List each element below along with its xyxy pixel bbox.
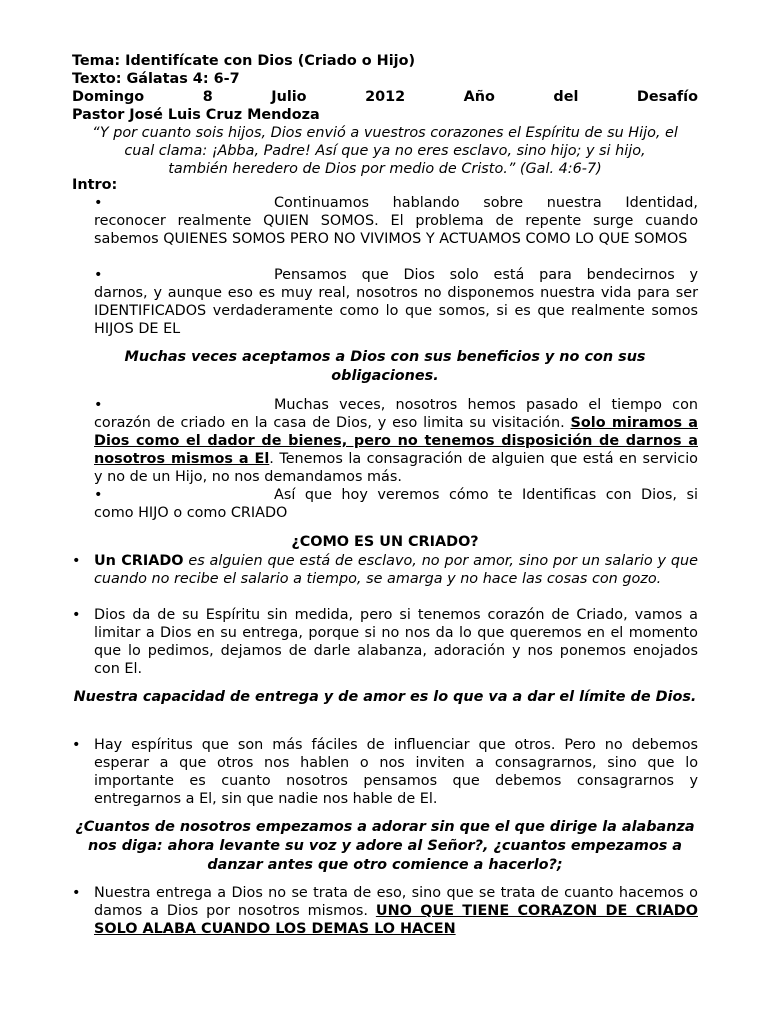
bullet-icon: • xyxy=(94,195,103,211)
intro-paragraph: • Continuamos hablando sobre nuestra Identidad, reconocer realmente QUIEN SOMOS. El problema de repente surge cuando sabemos QUIENES SOMOS PERO NO VIVIMOS Y ACTUAMOS COMO LO QUE SOMOS xyxy=(94,195,698,247)
bible-verse-quote xyxy=(72,124,698,178)
intro-heading: Intro: xyxy=(72,177,118,193)
date-word: Año xyxy=(463,89,495,105)
bullet-icon: • xyxy=(94,397,103,413)
date-word: 8 xyxy=(202,89,213,105)
date-word: 2012 xyxy=(365,89,406,105)
list-item: • Dios da de su Espíritu sin medida, pero si tenemos corazón de Criado, vamos a limitar a Dios en su entrega, porque si no nos da lo que queremos en el momento que lo pedimos, dejamos de darle alabanza, adoración y nos ponemos enojados con El. xyxy=(94,606,698,678)
section-title: ¿COMO ES UN CRIADO? xyxy=(291,534,479,550)
list-item: • Hay espíritus que son más fáciles de influenciar que otros. Pero no debemos esperar a que otros nos hablen o nos inviten a consagrarnos, sino que lo importante es cuanto nosotros pensamos que debemos consagrarnos y entregarnos a El, sin que nadie nos hable de El. xyxy=(94,736,698,808)
verse-line: “Y por cuanto sois hijos, Dios envió a vuestros corazones el Espíritu de su Hijo, el xyxy=(92,125,678,141)
bullet-icon: • xyxy=(94,487,103,503)
list-item: • Un CRIADO es alguien que está de esclavo, no por amor, sino por un salario y que cuando no recibe el salario a tiempo, se amarga y no hace las cosas con gozo. xyxy=(94,552,698,588)
sermon-topic: Tema: Identifícate con Dios (Criado o Hijo) xyxy=(72,53,416,69)
bullet-icon: • xyxy=(94,267,103,283)
date-word: Desafío xyxy=(636,89,698,105)
emphasis-question: ¿Cuantos de nosotros empezamos a adorar sin que el que dirige la alabanza nos diga: ahora levante su voz y adore al Señor?, ¿cuantos empezamos a danzar antes que otro comience a hacerlo?; xyxy=(75,819,695,873)
list-item: • Nuestra entrega a Dios no se trata de eso, sino que se trata de cuanto hacemos o damos a Dios por nosotros mismos. UNO QUE TIENE CORAZON DE CRIADO SOLO ALABA CUANDO LOS DEMAS LO HACEN xyxy=(94,884,698,938)
intro-paragraph: • Así que hoy veremos cómo te Identificas con Dios, si como HIJO o como CRIADO xyxy=(94,487,698,521)
underlined-statement: UNO QUE TIENE CORAZON DE CRIADO SOLO ALABA CUANDO LOS DEMAS LO HACEN xyxy=(94,903,698,937)
sermon-text-reference: Texto: Gálatas 4: 6-7 xyxy=(72,71,240,87)
intro-paragraph: • Muchas veces, nosotros hemos pasado el tiempo con corazón de criado en la casa de Dios, y eso limita su visitación. Solo miramos a Dios como el dador de bienes, pero no tenemos disposición de darnos a nosotros mismos a El. Tenemos la consagración de alguien que está en servicio y no de un Hijo, no nos demandamos más. xyxy=(94,397,698,485)
date-word: Julio xyxy=(271,89,307,105)
date-word: del xyxy=(553,89,579,105)
date-word: Domingo xyxy=(72,89,145,105)
emphasis-statement: Nuestra capacidad de entrega y de amor es lo que va a dar el límite de Dios. xyxy=(73,689,697,705)
pastor-name: Pastor José Luis Cruz Mendoza xyxy=(72,107,320,123)
intro-paragraph: • Pensamos que Dios solo está para bendecirnos y darnos, y aunque eso es muy real, nosotros no disponemos nuestra vida para ser IDENTIFICADOS verdaderamente como lo que somos, si es que realmente somos HIJOS DE EL xyxy=(94,267,698,337)
underlined-statement: Solo miramos a Dios como el dador de bienes, pero no tenemos disposición de darnos a nosotros mismos a El xyxy=(94,415,698,467)
sermon-date-line xyxy=(72,88,698,106)
verse-line: cual clama: ¡Abba, Padre! Así que ya no eres esclavo, sino hijo; y si hijo, xyxy=(124,143,646,159)
emphasis-statement: Muchas veces aceptamos a Dios con sus beneficios y no con sus obligaciones. xyxy=(124,349,646,384)
verse-line: también heredero de Dios por medio de Cristo.” (Gal. 4:6-7) xyxy=(168,161,602,177)
